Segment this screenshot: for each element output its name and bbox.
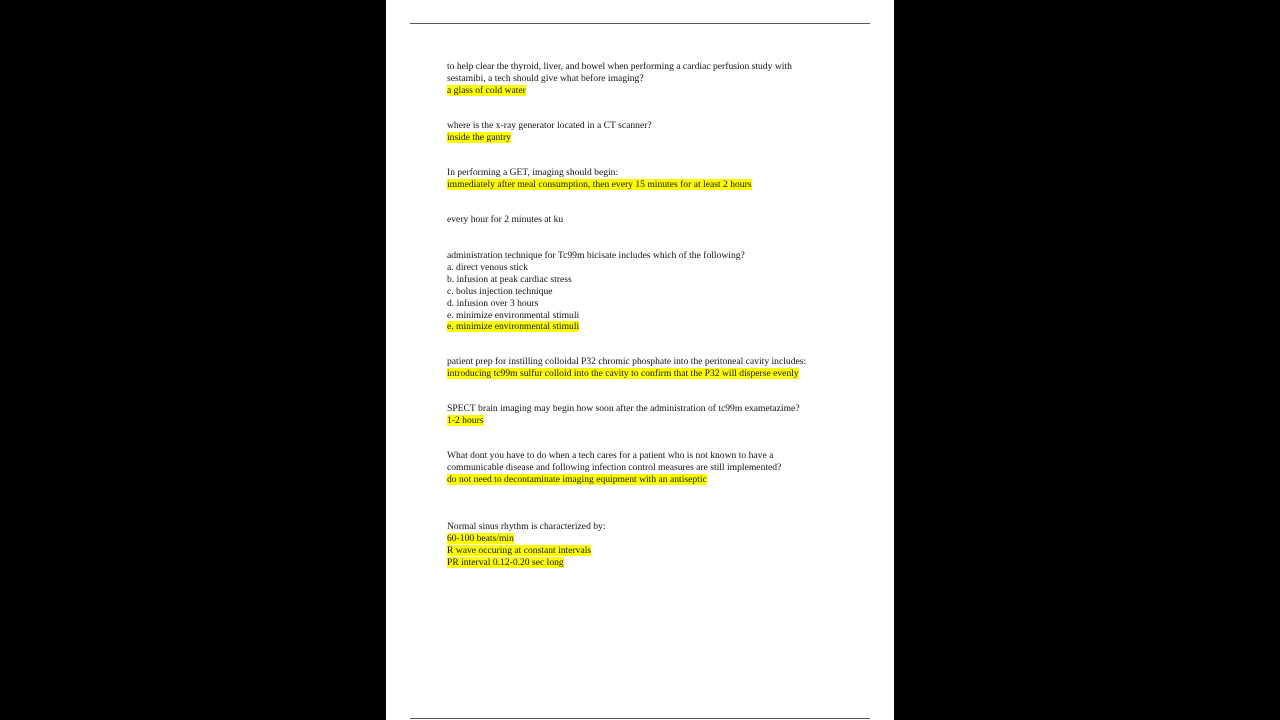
qa-item [447, 250, 847, 333]
qa-item [447, 120, 847, 144]
question-line: administration technique for Tc99m bicisate includes which of the following? [447, 250, 745, 261]
highlighted-answer: e. minimize environmental stimuli [447, 321, 580, 333]
question-line: every hour for 2 minutes at ku [447, 214, 564, 225]
question-line: SPECT brain imaging may begin how soon after the administration of tc99m exametazime? [447, 403, 800, 414]
highlighted-answer: immediately after meal consumption, then every 15 minutes for at least 2 hours [447, 178, 752, 190]
question-line: where is the x-ray generator located in a CT scanner? [447, 120, 652, 131]
highlighted-answer: R wave occuring at constant intervals [447, 544, 592, 556]
qa-item [447, 450, 847, 486]
question-line: communicable disease and following infection control measures are still implemented? [447, 461, 782, 473]
highlighted-answer: 60-100 beats/min [447, 532, 514, 544]
highlighted-answer: introducing tc99m sulfur colloid into the cavity to confirm that the P32 will disperse evenly [447, 367, 799, 379]
qa-item [447, 61, 847, 97]
qa-item [447, 356, 847, 380]
option-line: e. minimize environmental stimuli [447, 309, 580, 321]
top-rule [410, 23, 870, 24]
document-page [386, 0, 894, 720]
question-line: What dont you have to do when a tech cares for a patient who is not known to have a [447, 450, 774, 461]
qa-item [447, 167, 847, 191]
question-line: patient prep for instilling colloidal P32 chromic phosphate into the peritoneal cavity includes: [447, 356, 807, 367]
highlighted-answer: inside the gantry [447, 131, 511, 143]
qa-item [447, 214, 847, 226]
question-line: In performing a GET, imaging should begin: [447, 167, 619, 178]
question-line: Normal sinus rhythm is characterized by: [447, 521, 606, 532]
highlighted-answer: PR interval 0.12-0.20 sec long [447, 556, 564, 568]
option-line: c. bolus injection technique [447, 285, 553, 297]
qa-item [447, 403, 847, 427]
option-line: d. infusion over 3 hours [447, 297, 539, 309]
highlighted-answer: a glass of cold water [447, 84, 526, 96]
qa-item [447, 521, 847, 569]
highlighted-answer: do not need to decontaminate imaging equipment with an antiseptic [447, 473, 707, 485]
question-line: to help clear the thyroid, liver, and bowel when performing a cardiac perfusion study with [447, 61, 792, 72]
bottom-rule [410, 718, 870, 719]
question-line: sestamibi, a tech should give what before imaging? [447, 72, 644, 84]
option-line: a. direct venous stick [447, 261, 528, 273]
option-line: b. infusion at peak cardiac stress [447, 273, 572, 285]
highlighted-answer: 1-2 hours [447, 414, 484, 426]
